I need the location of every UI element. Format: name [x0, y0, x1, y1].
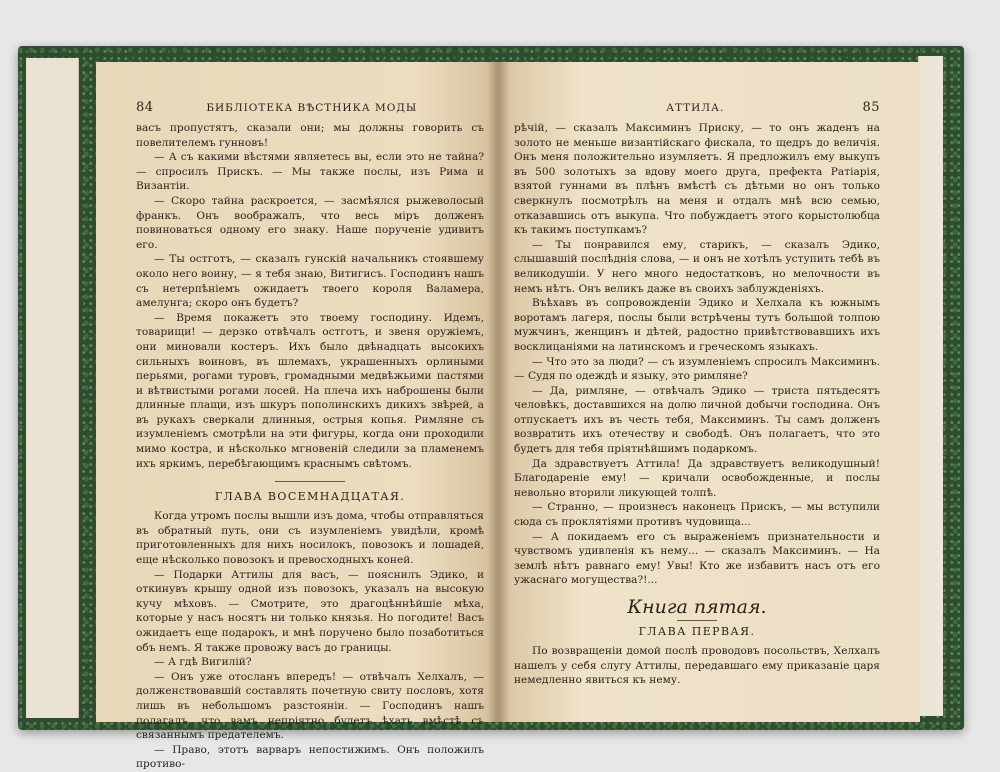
- paragraph: — Что это за люди? — съ изумленіемъ спросилъ Максиминъ. — Судя по одеждѣ и языку, это римляне?: [514, 355, 880, 383]
- paragraph: — Да, римляне, — отвѣчалъ Эдико — триста пятьдесятъ человѣкъ, доставшихся на долю личной добычи господина. Онъ отпускаетъ ихъ въ честь тебя, Максиминъ. Ты самъ долженъ возвратить ихъ отечеству и свободѣ. Онъ полагаетъ, что это будетъ для тебя пріятнѣйшимъ подаркомъ.: [514, 384, 880, 456]
- left-running-title: БИБЛІОТЕКА ВѢСТНИКА МОДЫ: [206, 102, 418, 114]
- paragraph: — Ты понравился ему, старикъ, — сказалъ Эдико, слышавшій послѣднія слова, — и онъ не хотѣлъ уступить тебѣ въ великодушіи. У него много недостатковъ, но мелочности въ немъ нѣтъ. Онъ великъ даже въ своихъ заблужденіяхъ.: [514, 238, 880, 295]
- paragraph: По возвращеніи домой послѣ проводовъ посольствъ, Хелхалъ нашелъ у себя слугу Аттилы, передавшаго ему приказаніе царя немедленно явиться къ нему.: [514, 645, 880, 687]
- paragraph: васъ пропустятъ, сказали они; мы должны говорить съ повелителемъ гунновъ!: [136, 122, 484, 149]
- right-page: [498, 62, 920, 722]
- chapter-title: ГЛАВА ВОСЕМНАДЦАТАЯ.: [214, 490, 406, 504]
- right-running-title: АТТИЛА.: [666, 102, 725, 114]
- paragraph: — Время покажетъ это твоему господину. Идемъ, товарищи! — дерзко отвѣчалъ остготъ, и звеня оружіемъ, они миновали костеръ. Ихъ было двѣнадцать высокихъ сильныхъ воиновъ, въ шлемахъ, украшенныхъ орлиными перьями, рогами туровъ, громадными медвѣжьими пастями и вѣтвистыми рогами лосей. На плеча ихъ наброшены были длинные плащи, изъ шкуръ пополинскихъ дикихъ звѣрей, а въ рукахъ сверкали длинныя, острыя копья. Римляне съ изумленіемъ смотрѣли на эти фигуры, когда они проходили мимо костра, и нѣсколько мгновеній следили за пламенемъ ихъ яркимъ, перебѣгающимъ краснымъ свѣтомъ.: [136, 311, 484, 470]
- left-page: [96, 62, 498, 771]
- paragraph: Когда утромъ послы вышли изъ дома, чтобы отправляться въ обратный путь, они съ изумленіемъ увидѣли, кромѣ приготовленныхъ для нихъ носилокъ, повозокъ и лошадей, еще нѣсколько повозокъ и превосходныхъ коней.: [136, 510, 484, 567]
- right-page-text: [514, 121, 880, 688]
- paragraph: — Право, этотъ варваръ непостижимъ. Онъ положилъ противо-: [136, 743, 484, 771]
- paragraph: — Подарки Аттилы для васъ, — пояснилъ Эдико, и откинувъ крышу одной изъ повозокъ, указалъ на высокую кучу мѣховъ. — Смотрите, это драгоцѣннѣйшіе мѣха, которые у насъ носятъ ни только князья. Но погодите! Васъ ожидаетъ еще подарокъ, и мнѣ поручено было позаботиться объ немъ. Я также провожу васъ до границы.: [136, 568, 484, 654]
- paragraph: Да здравствуетъ Аттила! Да здравствуетъ великодушный! Благодареніе ему! — кричали освобожденные, и послы невольно вторили ликующей толпѣ.: [514, 457, 880, 499]
- left-running-head: [136, 100, 484, 115]
- right-running-head: [514, 100, 880, 115]
- left-page-number: 84: [136, 100, 154, 115]
- paragraph: — А гдѣ Вигилій?: [154, 656, 252, 669]
- book-part-title: Книга пятая.: [627, 596, 767, 618]
- page-block-edge-left: [26, 58, 79, 718]
- paragraph: — Ты остготъ, — сказалъ гунскій начальникъ стоявшему около него воину, — я тебя знаю, Витигисъ. Господинъ нашъ съ нетерпѣніемъ ожидаетъ твоего короля Валамера, амелунга; скоро онъ будетъ?: [136, 253, 484, 310]
- paragraph: — Скоро тайна раскроется, — засмѣялся рыжеволосый франкъ. Онъ воображалъ, что весь міръ долженъ повиноваться одному его знаку. Наше порученіе удивитъ его.: [136, 194, 484, 251]
- page-block-edge-right: [918, 56, 943, 716]
- paragraph: рѣчій, — сказалъ Максиминъ Приску, — то онъ жаденъ на золото не меньше византійскаго фискала, то щедръ до величія. Онъ меня положительно изумляетъ. Я предложилъ ему выкупъ въ 500 золотыхъ за вдову моего друга, префекта Ратіарія, взятой гуннами въ плѣнъ вмѣстѣ съ дѣтьми но онъ только сверкнулъ посмотрѣлъ на меня и отдалъ мнѣ всю семью, отказавшись отъ выкупа. Что побуждаетъ этого корыстолюбца къ такимъ поступкамъ?: [514, 122, 880, 237]
- chapter-title: ГЛАВА ПЕРВАЯ.: [638, 625, 756, 638]
- left-page-text: [136, 121, 484, 772]
- paragraph: — А съ какими вѣстями являетесь вы, если это не тайна? — спросилъ Прискъ. — Мы также послы, изъ Рима и Византіи.: [136, 151, 484, 193]
- right-page-number: 85: [862, 100, 880, 115]
- paragraph: — Онъ уже отосланъ впередъ! — отвѣчалъ Хелхалъ, — долженствовавшій составлять почетную свиту пословъ, хотя лишь въ небольшомъ разстояніи. — Господинъ нашъ полагалъ, что вамъ непріятно будетъ ѣхать вмѣстѣ съ связаннымъ предателемъ.: [136, 670, 484, 742]
- book-title-underline: [677, 620, 717, 621]
- paragraph: — Странно, — произнесъ наконецъ Прискъ, — мы вступили сюда съ проклятіями противъ чудовища...: [514, 501, 880, 529]
- book-gutter-shadow: [488, 62, 510, 722]
- paragraph: Въѣхавъ въ сопровожденіи Эдико и Хелхала къ южнымъ воротамъ лагеря, послы были встрѣчены тутъ большой толпою мужчинъ, женщинъ и дѣтей, радостно привѣтствовавшихъ ихъ восклицаніями на латинскомъ и греческомъ языкахъ.: [514, 297, 880, 353]
- paragraph: — А покидаемъ его съ выраженіемъ признательности и чувствомъ удивленія къ нему... — сказалъ Максиминъ. — На землѣ нѣтъ равнаго ему! Увы! Кто же избавитъ насъ отъ его ужаснаго могущества?!...: [514, 530, 880, 587]
- chapter-divider: [275, 481, 345, 482]
